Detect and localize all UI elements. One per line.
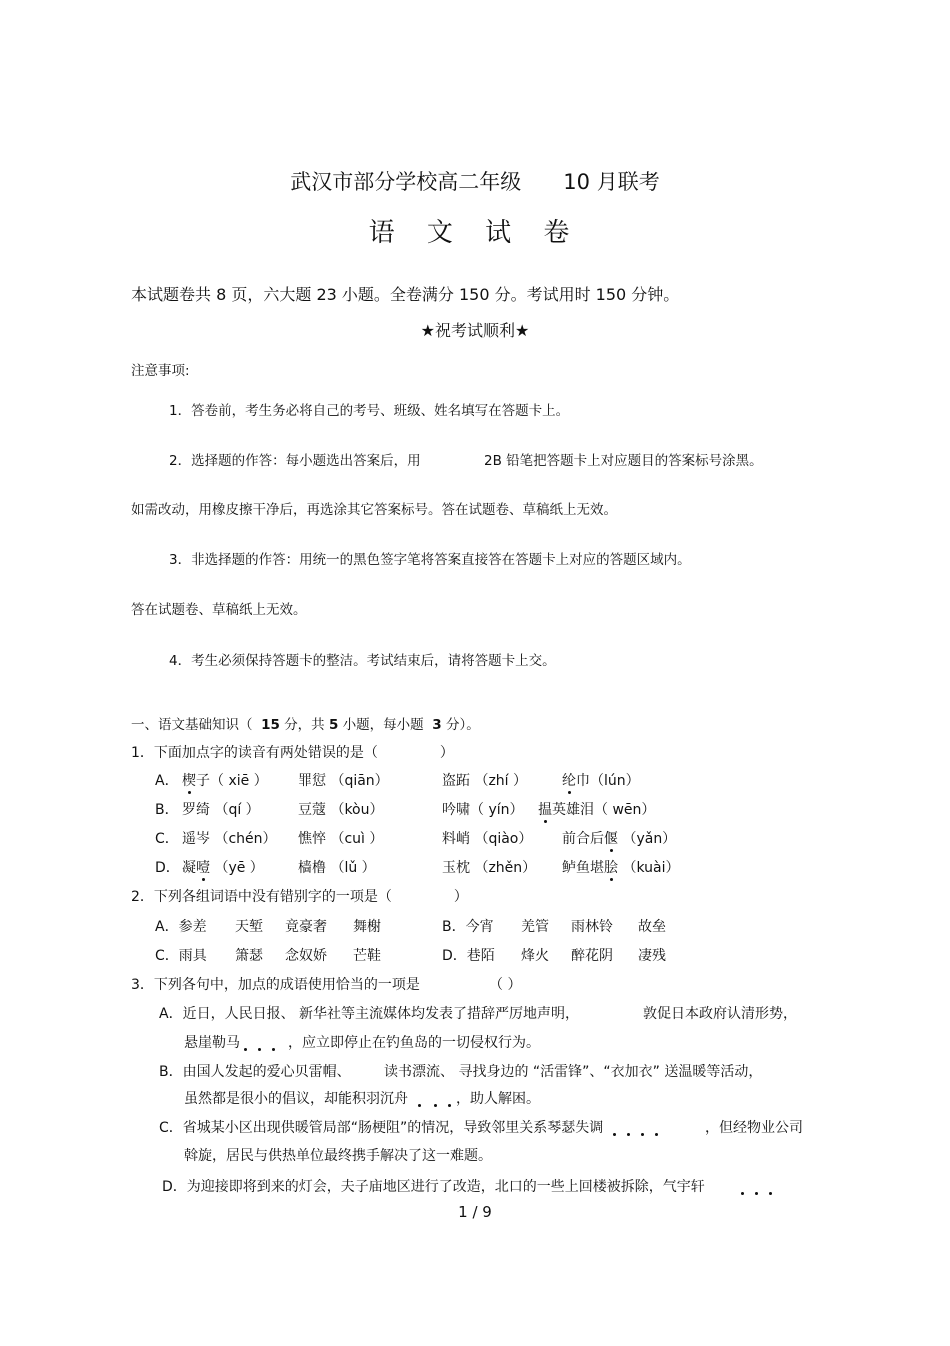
q1-stem: 1．下面加点字的读音有两处错误的是（ ） <box>131 745 454 761</box>
title-school: 武汉市部分学校高二年级 <box>290 170 522 194</box>
q2-option-b-2: 羌管 <box>521 919 549 935</box>
q2-stem: 2．下列各组词语中没有错别字的一项是（ ） <box>131 889 468 905</box>
q1-option-b-1: 罗绮 （qí ） <box>182 802 260 818</box>
notice-item-2a: 2．选择题的作答：每小题选出答案后，用 <box>169 453 421 469</box>
q2-option-b-1: B．今宵 <box>442 919 494 935</box>
q3-option-c-line1a: C．省城某小区出现供暖管局部“肠梗阻”的情况，导致邻里关系琴瑟失调 <box>159 1117 659 1137</box>
q1-option-b-3: 吟啸（ yín） <box>442 802 524 818</box>
q2-option-d-3: 醉花阴 <box>571 948 613 964</box>
q1-option-b-4: 揾英雄泪（ wēn） <box>538 802 656 818</box>
q3-option-b-line1b: 读书漂流、 寻找身边的 “活雷锋”、“衣加衣” 送温暖等活动， <box>384 1064 763 1080</box>
q2-option-b-3: 雨林铃 <box>571 919 613 935</box>
emphasis-dots <box>603 1122 659 1132</box>
q1-option-c-label: C． <box>155 831 179 847</box>
q3-option-a-idiom: 悬崖勒马 <box>184 1035 240 1051</box>
q1-option-a-4: 纶巾（lún） <box>562 773 640 789</box>
q1-option-a-label: A． <box>155 773 179 789</box>
q2-option-c-1: C．雨具 <box>155 948 207 964</box>
q2-option-a-1: A．参差 <box>155 919 207 935</box>
title-month: 10 月联考 <box>563 170 660 194</box>
q3-option-b-line2: 虽然都是很小的倡议，却能积羽沉舟 ，助人解困。 <box>184 1091 540 1107</box>
q1-option-b-2: 豆蔻 （kòu） <box>298 802 384 818</box>
q1-option-a-1: 楔子（ xiē ） <box>182 773 268 789</box>
q2-option-a-3: 竟豪奢 <box>285 919 327 935</box>
q1-option-d-2: 樯橹 （lǔ ） <box>298 860 376 876</box>
q3-option-c-line1b: ，但经物业公司 <box>705 1120 803 1136</box>
notice-item-2b: 2B 铅笔把答题卡上对应题目的答案标号涂黑。 <box>484 453 763 469</box>
exam-wish: ★祝考试顺利★ <box>420 321 530 340</box>
exam-intro: 本试题卷共 8 页，六大题 23 小题。全卷满分 150 分。考试用时 150 分钟。 <box>131 285 680 304</box>
q2-option-c-4: 芒鞋 <box>353 948 381 964</box>
q3-answer-paren: （ ） <box>489 977 522 993</box>
section-1-heading: 一、语文基础知识（ 15 分，共 5 小题，每小题 3 分）。 <box>131 717 480 733</box>
notice-item-3a: 3．非选择题的作答：用统一的黑色签字笔将答案直接答在答题卡上对应的答题区域内。 <box>169 552 691 568</box>
q2-option-a-2: 天堑 <box>235 919 263 935</box>
notice-item-1: 1．答卷前，考生务必将自己的考号、班级、姓名填写在答题卡上。 <box>169 403 570 419</box>
q1-option-c-1: 遥岑 （chén） <box>182 831 277 847</box>
q3-option-d-line1: D．为迎接即将到来的灯会，夫子庙地区进行了改造，北口的一些上回楼被拆除，气宇轩 <box>162 1176 775 1196</box>
q1-option-c-4: 前合后偃 （yǎn） <box>562 831 677 847</box>
q3-stem: 3．下列各句中，加点的成语使用恰当的一项是 <box>131 977 420 993</box>
q1-option-c-3: 料峭 （qiào） <box>442 831 533 847</box>
q1-option-c-2: 憔悴 （cuì ） <box>298 831 384 847</box>
q1-option-d-label: D． <box>155 860 180 876</box>
q1-option-d-3: 玉枕 （zhěn） <box>442 860 537 876</box>
q1-option-a-2: 罪愆 （qiān） <box>298 773 389 789</box>
q2-option-d-1: D．巷陌 <box>442 948 495 964</box>
emphasis-dots <box>408 1093 456 1103</box>
q1-option-b-label: B． <box>155 802 179 818</box>
q2-option-c-3: 念奴娇 <box>285 948 327 964</box>
q2-option-d-2: 烽火 <box>521 948 549 964</box>
q3-option-b-line1a: B．由国人发起的爱心贝雷帽、 <box>159 1064 351 1080</box>
q3-option-a-line1a: A．近日，人民日报、 新华社等主流媒体均发表了措辞严厉地声明， <box>159 1006 580 1022</box>
page-number: 1 / 9 <box>458 1203 492 1221</box>
q3-option-b-idiom: 虽然都是很小的倡议，却能积羽沉舟 <box>184 1091 408 1107</box>
exam-subtitle: 语 文 试 卷 <box>368 218 582 248</box>
exam-title <box>0 166 950 196</box>
emphasis-dots <box>240 1037 288 1047</box>
q2-option-a-4: 舞榭 <box>353 919 381 935</box>
notice-heading: 注意事项: <box>131 363 190 379</box>
notice-item-3b: 答在试题卷、草稿纸上无效。 <box>131 602 307 618</box>
q3-option-c-line2: 斡旋，居民与供热单位最终携手解决了这一难题。 <box>184 1148 492 1164</box>
q1-option-d-4: 鲈鱼堪脍 （kuài） <box>562 860 680 876</box>
notice-item-2c: 如需改动，用橡皮擦干净后，再选涂其它答案标号。答在试题卷、草稿纸上无效。 <box>131 502 617 518</box>
q3-option-a-line2: 悬崖勒马 ，应立即停止在钓鱼岛的一切侵权行为。 <box>184 1035 540 1051</box>
q1-option-a-3: 盗跖 （zhí ） <box>442 773 528 789</box>
q2-option-d-4: 凄残 <box>638 948 666 964</box>
q3-option-a-line1b: 敦促日本政府认清形势， <box>643 1006 797 1022</box>
q1-option-d-1: 凝噎 （yē ） <box>182 860 264 876</box>
q2-option-b-4: 故垒 <box>638 919 666 935</box>
notice-item-4: 4．考生必须保持答题卡的整洁。考试结束后，请将答题卡上交。 <box>169 653 556 669</box>
q2-option-c-2: 箫瑟 <box>235 948 263 964</box>
emphasis-dots <box>705 1181 775 1191</box>
